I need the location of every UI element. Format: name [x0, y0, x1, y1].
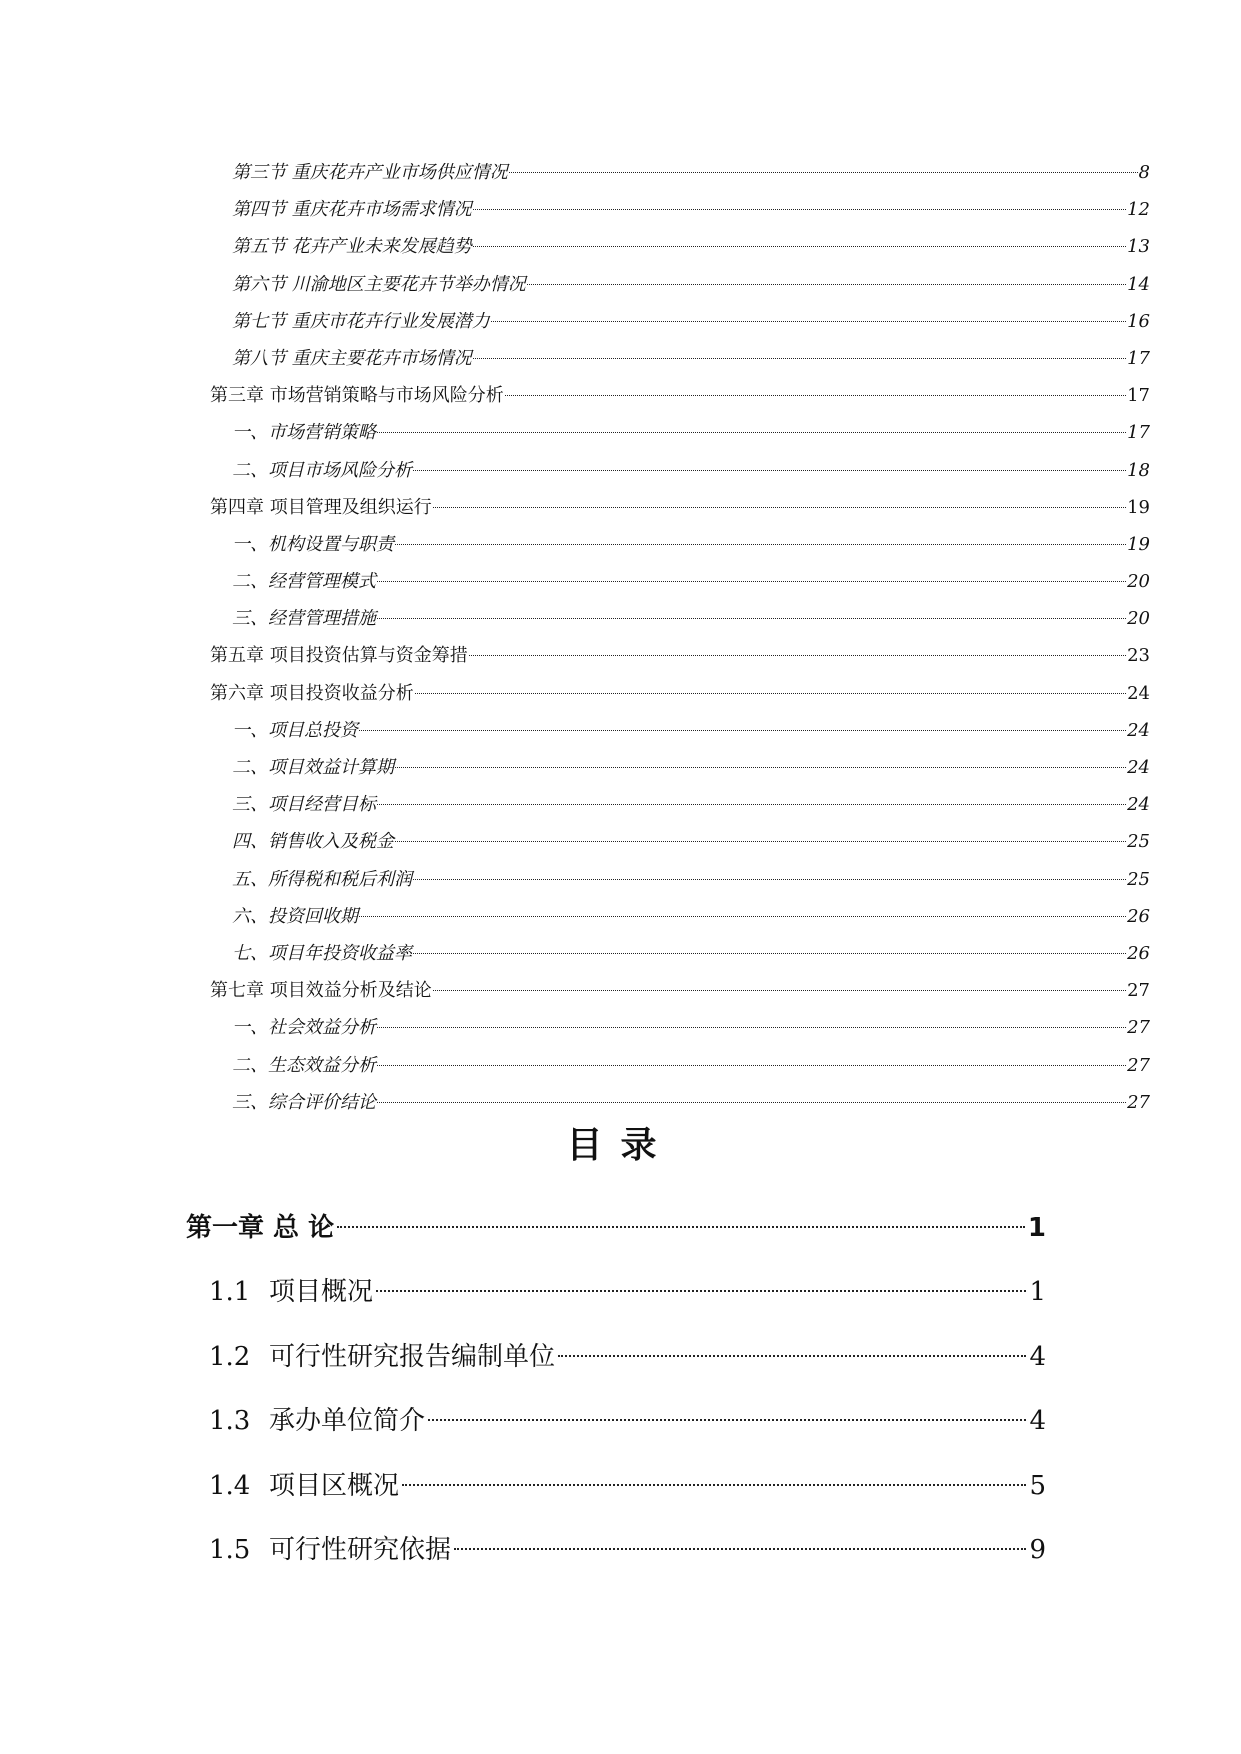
toc-page-number: 18 [1127, 459, 1150, 481]
toc-section-row[interactable] [210, 1047, 1150, 1084]
toc-entry-title: 三、项目经营目标 [232, 794, 376, 816]
toc-item-row[interactable] [186, 1454, 1046, 1519]
toc-entry-title: 第六节 川渝地区主要花卉节举办情况 [232, 273, 526, 295]
dot-leader [377, 1027, 1126, 1028]
toc-section-row[interactable] [210, 712, 1150, 749]
dot-leader [337, 1226, 1025, 1228]
dot-leader [377, 432, 1126, 433]
toc-entry-title: 六、投资回收期 [232, 905, 358, 927]
toc-entry-title: 第五章 项目投资估算与资金筹措 [210, 645, 468, 667]
toc-page-number: 27 [1127, 980, 1150, 1002]
dot-leader [395, 841, 1126, 842]
toc-page-number: 9 [1029, 1535, 1046, 1565]
toc-page-number: 24 [1127, 682, 1150, 704]
dot-leader [376, 1290, 1026, 1292]
toc-section-row[interactable] [210, 340, 1150, 377]
toc-page-number: 17 [1127, 385, 1150, 407]
toc-item-row[interactable] [186, 1260, 1046, 1325]
toc-entry-title: 一、机构设置与职责 [232, 533, 394, 555]
toc-section-row[interactable] [210, 303, 1150, 340]
toc-page-number: 26 [1127, 905, 1150, 927]
toc-page-number: 17 [1127, 347, 1150, 369]
dot-leader [469, 655, 1126, 656]
toc-section-row[interactable] [210, 452, 1150, 489]
toc-entry-title: 第八节 重庆主要花卉市场情况 [232, 347, 472, 369]
toc-section-row[interactable] [210, 600, 1150, 637]
toc-page-number: 26 [1127, 942, 1150, 964]
dot-leader [377, 1065, 1126, 1066]
toc-page-number: 17 [1127, 422, 1150, 444]
toc-entry-title: 二、经营管理模式 [232, 571, 376, 593]
dot-leader [558, 1355, 1026, 1357]
toc-chapter-row[interactable] [210, 637, 1150, 674]
toc-page-number: 25 [1127, 868, 1150, 890]
toc-page-number: 1 [1027, 1213, 1046, 1243]
table-of-contents-continued [210, 154, 1150, 1121]
dot-leader [377, 581, 1126, 582]
toc-chapter-row[interactable] [210, 675, 1150, 712]
toc-section-row[interactable] [210, 191, 1150, 228]
toc-entry-title: 二、项目市场风险分析 [232, 459, 412, 481]
toc-entry-title: 第四章 项目管理及组织运行 [210, 496, 432, 518]
toc-section-row[interactable] [210, 786, 1150, 823]
toc-item-number: 1.5 [209, 1535, 251, 1565]
toc-section-row[interactable] [210, 563, 1150, 600]
toc-page-number: 24 [1127, 757, 1150, 778]
toc-section-row[interactable] [210, 898, 1150, 935]
toc-entry-title: 四、销售收入及税金 [232, 831, 394, 853]
toc-item-row[interactable] [186, 1518, 1046, 1583]
toc-item-title: 可行性研究依据 [269, 1535, 452, 1565]
toc-page-number: 8 [1138, 162, 1150, 183]
toc-page-number: 4 [1029, 1406, 1046, 1436]
dot-leader [359, 916, 1126, 917]
toc-page-number: 25 [1127, 831, 1150, 853]
toc-page-number: 23 [1127, 645, 1150, 667]
dot-leader [473, 209, 1126, 210]
toc-page-number: 13 [1127, 236, 1150, 258]
toc-page-number: 14 [1127, 273, 1150, 295]
toc-entry-title: 第三节 重庆花卉产业市场供应情况 [232, 162, 508, 183]
toc-item-number: 1.3 [209, 1406, 251, 1436]
toc-section-row[interactable] [210, 414, 1150, 451]
toc-page-number: 19 [1127, 496, 1150, 518]
dot-leader [473, 358, 1126, 359]
toc-item-number: 1.2 [209, 1341, 251, 1372]
dot-leader [433, 990, 1126, 991]
dot-leader [527, 284, 1126, 285]
dot-leader [377, 618, 1126, 619]
toc-entry-title: 三、经营管理措施 [232, 608, 376, 630]
toc-chapter-row[interactable] [186, 1196, 1046, 1260]
dot-leader [415, 693, 1126, 694]
dot-leader [505, 395, 1126, 396]
toc-item-title: 可行性研究报告编制单位 [269, 1341, 556, 1372]
toc-section-row[interactable] [210, 228, 1150, 265]
dot-leader [395, 767, 1126, 768]
toc-entry-title: 二、项目效益计算期 [232, 757, 394, 778]
toc-item-number: 1.1 [209, 1277, 251, 1307]
toc-entry-title: 七、项目年投资收益率 [232, 942, 412, 964]
toc-page-number: 16 [1127, 310, 1150, 332]
toc-section-row[interactable] [210, 154, 1150, 191]
toc-entry-title: 五、所得税和税后利润 [232, 868, 412, 890]
toc-page-number: 12 [1127, 199, 1150, 221]
toc-entry-title: 第六章 项目投资收益分析 [210, 682, 414, 704]
dot-leader [509, 172, 1138, 173]
dot-leader [473, 246, 1126, 247]
table-of-contents [186, 1196, 1046, 1583]
dot-leader [454, 1548, 1026, 1550]
toc-section-row[interactable] [210, 1084, 1150, 1121]
toc-page-number: 4 [1029, 1341, 1046, 1372]
toc-page-number: 24 [1127, 794, 1150, 816]
dot-leader [359, 730, 1126, 731]
toc-item-row[interactable] [186, 1389, 1046, 1454]
toc-entry-title: 第七章 项目效益分析及结论 [210, 980, 432, 1002]
toc-section-row[interactable] [210, 861, 1150, 898]
toc-entry-title: 二、生态效益分析 [232, 1054, 376, 1076]
toc-heading: 目录 [566, 1125, 675, 1166]
toc-item-title: 承办单位简介 [269, 1406, 426, 1436]
dot-leader [428, 1419, 1026, 1421]
dot-leader [377, 804, 1126, 805]
dot-leader [433, 507, 1126, 508]
toc-page-number: 1 [1029, 1277, 1046, 1307]
toc-entry-title: 一、市场营销策略 [232, 422, 376, 444]
toc-entry-title: 第三章 市场营销策略与市场风险分析 [210, 385, 504, 407]
toc-entry-title: 第七节 重庆市花卉行业发展潜力 [232, 310, 490, 332]
toc-item-number: 1.4 [209, 1470, 251, 1501]
toc-item-row[interactable] [186, 1325, 1046, 1390]
toc-page-number: 27 [1127, 1054, 1150, 1076]
toc-section-row[interactable] [210, 266, 1150, 303]
dot-leader [491, 321, 1126, 322]
toc-chapter-row[interactable] [210, 972, 1150, 1009]
toc-page-number: 5 [1029, 1470, 1046, 1501]
toc-page-number: 27 [1127, 1017, 1150, 1039]
toc-entry-title: 三、综合评价结论 [232, 1091, 376, 1113]
dot-leader [395, 544, 1126, 545]
toc-section-row[interactable] [210, 1009, 1150, 1046]
toc-page-number: 19 [1127, 533, 1150, 555]
toc-section-row[interactable] [210, 823, 1150, 860]
toc-entry-title: 第四节 重庆花卉市场需求情况 [232, 199, 472, 221]
toc-item-title: 项目区概况 [269, 1470, 400, 1501]
toc-entry-title: 一、项目总投资 [232, 719, 358, 741]
toc-chapter-row[interactable] [210, 489, 1150, 526]
toc-page-number: 20 [1127, 608, 1150, 630]
toc-entry-title: 一、社会效益分析 [232, 1017, 376, 1039]
toc-section-row[interactable] [210, 749, 1150, 786]
dot-leader [413, 470, 1126, 471]
toc-section-row[interactable] [210, 526, 1150, 563]
toc-page-number: 27 [1127, 1091, 1150, 1113]
toc-item-title: 项目概况 [269, 1277, 374, 1307]
toc-entry-title: 第五节 花卉产业未来发展趋势 [232, 236, 472, 258]
dot-leader [413, 953, 1126, 954]
dot-leader [402, 1484, 1026, 1486]
toc-page-number: 24 [1127, 719, 1150, 741]
toc-section-row[interactable] [210, 935, 1150, 972]
toc-page-number: 20 [1127, 571, 1150, 593]
dot-leader [377, 1102, 1126, 1103]
dot-leader [413, 879, 1126, 880]
toc-chapter-row[interactable] [210, 377, 1150, 414]
toc-chapter-title: 第一章 总 论 [186, 1213, 335, 1243]
